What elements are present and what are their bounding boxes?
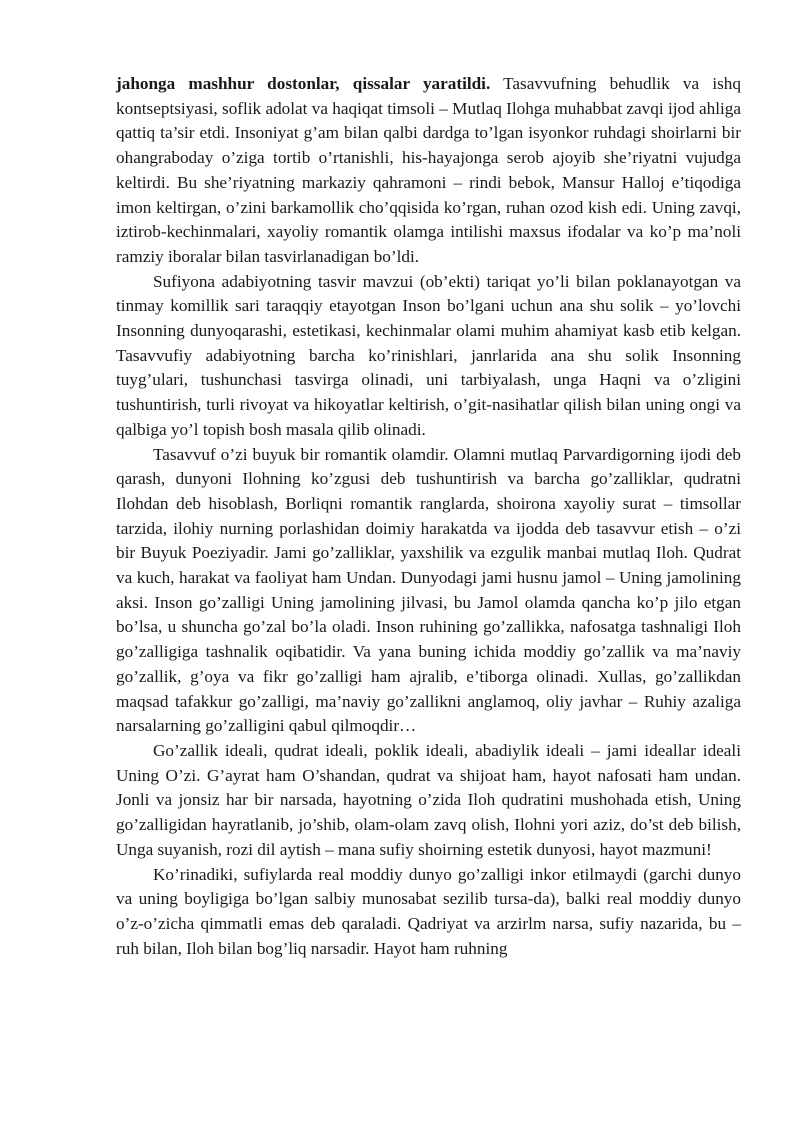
paragraph-1-text: Tasavvufning behudlik va ishq kontseptsiyasi, soflik adolat va haqiqat timsoli – Mutlaq Ilohga muhabbat zavqi ijod ahliga qattiq ta’sir etdi. Insoniyat g’am bilan qalbi dardga to’lgan isyonkor ruhdagi shoirlarni bir ohangraboday o’ziga tortib o’rtanishli, his-hayajonga serob ajoyib she’riyatni vujudga keltirdi. Bu she’riyatning markaziy qahramoni – rindi bebok, Mansur Halloj e’tiqodiga imon keltirgan, o’zini barkamollik cho’qqisida ko’rgan, ruhan ozod kish edi. Uning zavqi, iztirob-kechinmalari, xayoliy romantik olamga intilishi maxsus ifodalar va ko’p ma’noli ramziy iboralar bilan tasvirlanadigan bo’ldi. xyxy=(116,74,741,266)
paragraph-4: Go’zallik ideali, qudrat ideali, poklik ideali, abadiylik ideali – jami ideallar ideali Uning O’zi. G’ayrat ham O’shandan, qudrat va shijoat ham, hayot nafosati ham undan. Jonli va jonsiz har bir narsada, hayotning o’zida Iloh qudratini mushohada etish, Uning go’zalligidan hayratlanib, jo’shib, olam-olam zavq olish, Ilohni yori aziz, do’st deb bilish, Unga suyanish, rozi dil aytish – mana sufiy shoirning estetik dunyosi, hayot mazmuni! xyxy=(116,740,741,859)
paragraph-3: Tasavvuf o’zi buyuk bir romantik olamdir. Olamni mutlaq Parvardigorning ijodi deb qarash, dunyoni Ilohning ko’zgusi deb tushuntirish va barcha go’zalliklar, qudratni Ilohdan deb hisoblash, Borliqni romantik ranglarda, shoirona xayoliy surat – timsollar tarzida, ilohiy nurning porlashidan doimiy harakatda va ijodda deb tasavvur etish – o’zi bir Buyuk Poeziyadir. Jami go’zalliklar, yaxshilik va ezgulik manbai mutlaq Iloh. Qudrat va kuch, harakat va faoliyat ham Undan. Dunyodagi jami husnu jamol – Uning jamolining aksi. Inson go’zalligi Uning jamolining jilvasi, bu Jamol olamda qancha ko’p jilo etgan bo’lsa, u shuncha go’zal bo’la oladi. Inson ruhining go’zallikka, nafosatga tashnaligi Iloh go’zalligiga tashnalik oqibatidir. Va yana buning ichida moddiy go’zallik va ma’naviy go’zallik, g’oya va fikr go’zalligi ham ajralib, e’tiborga olinadi. Xullas, go’zallikdan maqsad tafakkur go’zalligi, ma’naviy go’zallikni anglamoq, oliy javhar – Ruhiy azaliga narsalarning go’zalligini qabul qilmoqdir… xyxy=(116,444,741,736)
paragraph-5: Ko’rinadiki, sufiylarda real moddiy dunyo go’zalligi inkor etilmaydi (garchi dunyo va uning boyligiga bo’lgan salbiy munosabat sezilib tursa-da), balki real moddiy dunyo o’z-o’zicha qimmatli emas deb qaraladi. Qadriyat va arzirlm narsa, sufiy nazarida, bu – ruh bilan, Iloh bilan bog’liq narsadir. Hayot ham ruhning xyxy=(116,864,741,958)
document-page xyxy=(116,72,741,961)
paragraph-1-bold-lead: jahonga mashhur dostonlar, qissalar yaratildi. xyxy=(116,74,491,93)
paragraph-2: Sufiyona adabiyotning tasvir mavzui (ob’ekti) tariqat yo’li bilan poklanayotgan va tinmay komillik sari taraqqiy etayotgan Inson bo’lgani uchun ana shu solik – yo’lovchi Insonning dunyoqarashi, estetikasi, kechinmalar olami muhim ahamiyat kasb etib kelgan. Tasavvufiy adabiyotning barcha ko’rinishlari, janrlarida ana shu solik Insonning tuyg’ulari, tushunchasi tasvirga olinadi, uni tarbiyalash, unga Haqni va o’zligini tushuntirish, turli rivoyat va hikoyatlar keltirish, o’git-nasihatlar qilish bilan uning ongi va qalbiga yo’l topish bosh masala qilib olinadi. xyxy=(116,271,741,439)
paragraph-1 xyxy=(116,72,741,270)
